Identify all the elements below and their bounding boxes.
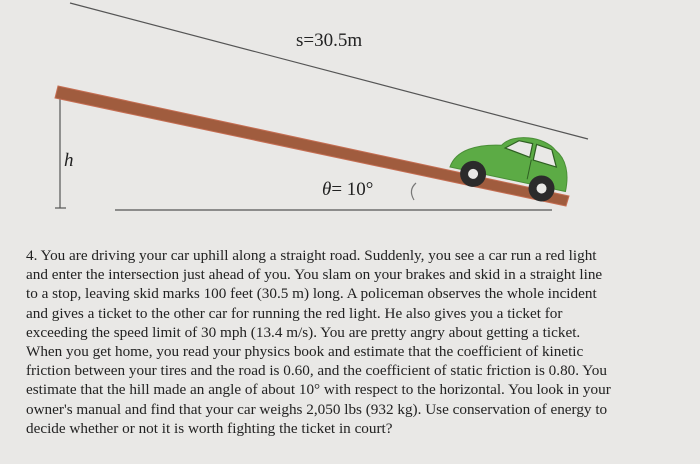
problem-line: to a stop, leaving skid marks 100 feet (30.5 m) long. A policeman observes the whole incident xyxy=(26,285,597,303)
problem-line: exceeding the speed limit of 30 mph (13.4 m/s). You are pretty angry about getting a ticket. xyxy=(26,323,581,341)
problem-line: and enter the intersection just ahead of you. You slam on your brakes and skid in a straight line xyxy=(26,266,603,284)
problem-text xyxy=(26,246,676,438)
distance-label: s=30.5m xyxy=(296,30,363,51)
angle-arc-icon xyxy=(411,183,416,200)
height-label: h xyxy=(64,150,74,171)
problem-line: and gives a ticket to the other car for running the red light. He also gives you a ticket for xyxy=(26,304,563,322)
problem-line: decide whether or not it is worth fighting the ticket in court? xyxy=(26,419,393,437)
problem-line: estimate that the hill made an angle of about 10° with respect to the horizontal. You look in your xyxy=(26,381,611,399)
problem-line: owner's manual and find that your car weighs 2,050 lbs (932 kg). Use conservation of energy to xyxy=(26,400,608,418)
problem-line: When you get home, you read your physics book and estimate that the coefficient of kinetic xyxy=(26,343,584,361)
angle-label xyxy=(322,179,373,201)
distance-line xyxy=(70,3,588,139)
angle-symbol: θ xyxy=(322,179,332,200)
problem-line: friction between your tires and the road is 0.60, and the coefficient of static friction is 0.80. You xyxy=(26,362,607,380)
angle-value: = 10° xyxy=(331,179,374,200)
problem-line: 4. You are driving your car uphill along a straight road. Suddenly, you see a car run a red light xyxy=(26,247,597,264)
